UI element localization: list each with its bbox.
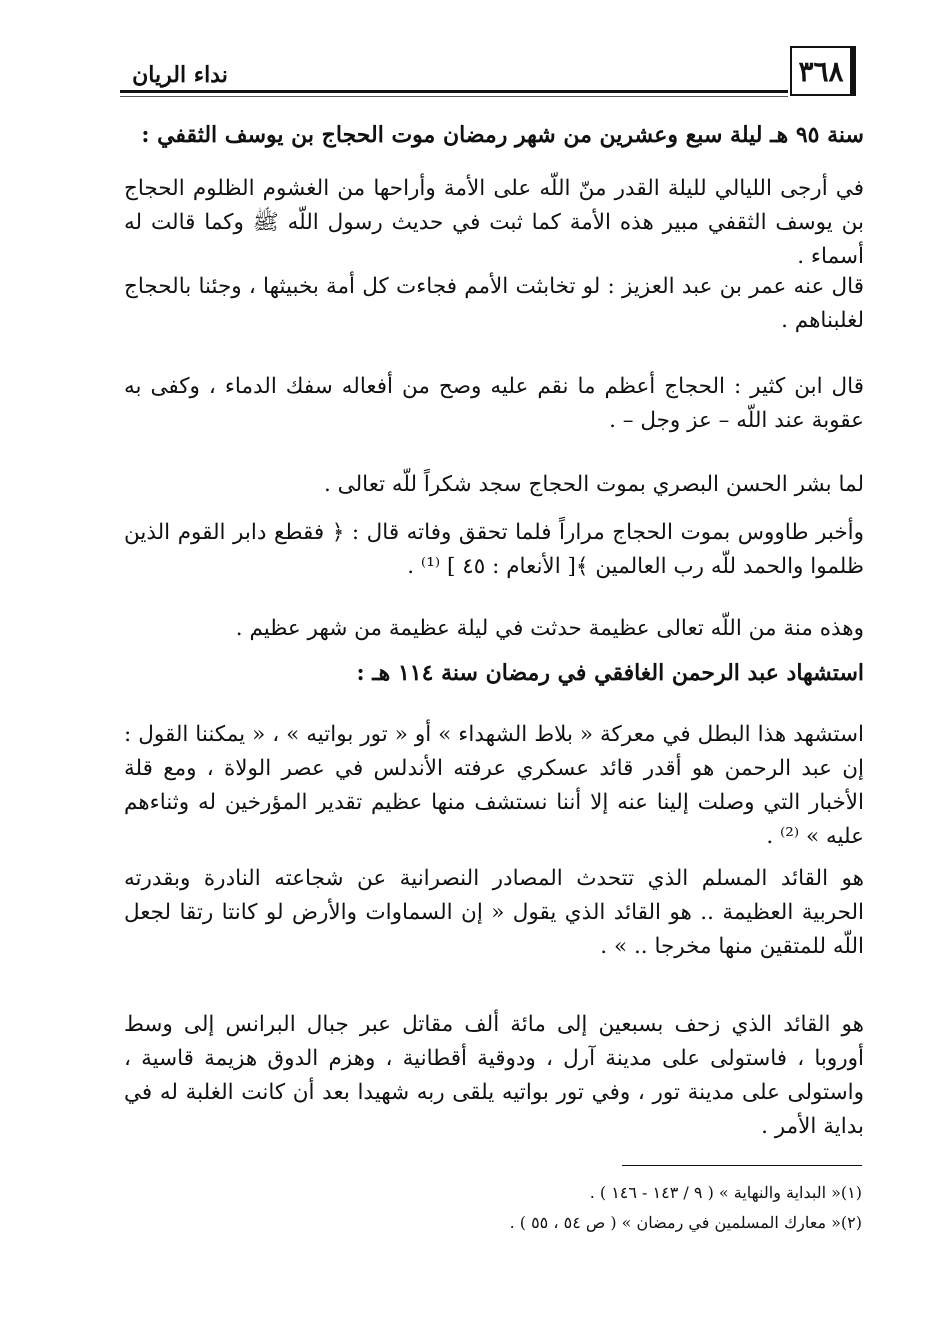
- footnote-1: (١)« البداية والنهاية » ( ٩ / ١٤٣ - ١٤٦ ) .: [589, 1183, 862, 1202]
- page-number-text: ٣٦٨: [798, 54, 844, 88]
- paragraph-2: قال عنه عمر بن عبد العزيز : لو تخابثت الأمم فجاءت كل أمة بخبيثها ، وجئنا بالحجاج لغلبناهم .: [124, 274, 864, 333]
- paragraph-5: وأخبر طاووس بموت الحجاج مراراً فلما تحقق وفاته قال : ﴿ فقطع دابر القوم الذين ظلموا والحمد للّه رب العالمين ﴾[ الأنعام : ٤٥ ] ⁽¹⁾ .: [124, 520, 864, 579]
- paragraph-7: استشهد هذا البطل في معركة « بلاط الشهداء » أو « تور بواتيه » ، « يمكننا القول : إن عبد الرحمن هو أقدر قائد عسكري عرفته الأندلس في عصر الولاة ، ومع قلة الأخبار التي وصلت إلينا عنه إلا أننا نستشف منها عظيم تقدير المؤرخين له وثناءهم عليه » ⁽²⁾ .: [124, 722, 864, 849]
- running-title: نداء الريان: [132, 62, 228, 88]
- paragraph-3: قال ابن كثير : الحجاج أعظم ما نقم عليه وصح من أفعاله سفك الدماء ، وكفى به عقوبة عند اللّه – عز وجل – .: [124, 374, 864, 433]
- section-heading-hajjaj: سنة ٩٥ هـ ليلة سبع وعشرين من شهر رمضان موت الحجاج بن يوسف الثقفي :: [141, 122, 864, 148]
- page-number: [790, 46, 852, 96]
- footnote-2: (٢)« معارك المسلمين في رمضان » ( ص ٥٤ ، ٥٥ ) .: [509, 1213, 862, 1232]
- footnote-separator: [622, 1165, 862, 1166]
- section-heading-ghafiqi: استشهاد عبد الرحمن الغافقي في رمضان سنة ١١٤ هـ :: [356, 660, 864, 686]
- header-rule: [120, 90, 788, 93]
- paragraph-4: لما بشر الحسن البصري بموت الحجاج سجد شكراً للّه تعالى .: [324, 472, 864, 497]
- paragraph-1: في أرجى الليالي لليلة القدر منّ اللّه على الأمة وأراحها من الغشوم الظلوم الحجاج بن يوسف الثقفي مبير هذه الأمة كما ثبت في حديث رسول اللّه ﷺ وكما قالت له أسماء .: [124, 176, 864, 269]
- paragraph-8: هو القائد المسلم الذي تتحدث المصادر النصرانية عن شجاعته النادرة وبقدرته الحربية العظيمة .. هو القائد الذي يقول « إن السماوات والأرض لو كانتا رتقا لجعل اللّه للمتقين منها مخرجا .. » .: [124, 866, 864, 959]
- paragraph-6: وهذه منة من اللّه تعالى عظيمة حدثت في ليلة عظيمة من شهر عظيم .: [235, 616, 864, 641]
- paragraph-9: هو القائد الذي زحف بسبعين إلى مائة ألف مقاتل عبر جبال البرانس إلى وسط أوروبا ، فاستولى على مدينة آرل ، ودوقية أقطانية ، وهزم الدوق هزيمة قاسية ، واستولى على مدينة تور ، وفي تور بواتيه يلقى ربه شهيدا بعد أن كانت الغلبة له في بداية الأمر .: [124, 1012, 864, 1139]
- header-rule-thin: [120, 96, 788, 97]
